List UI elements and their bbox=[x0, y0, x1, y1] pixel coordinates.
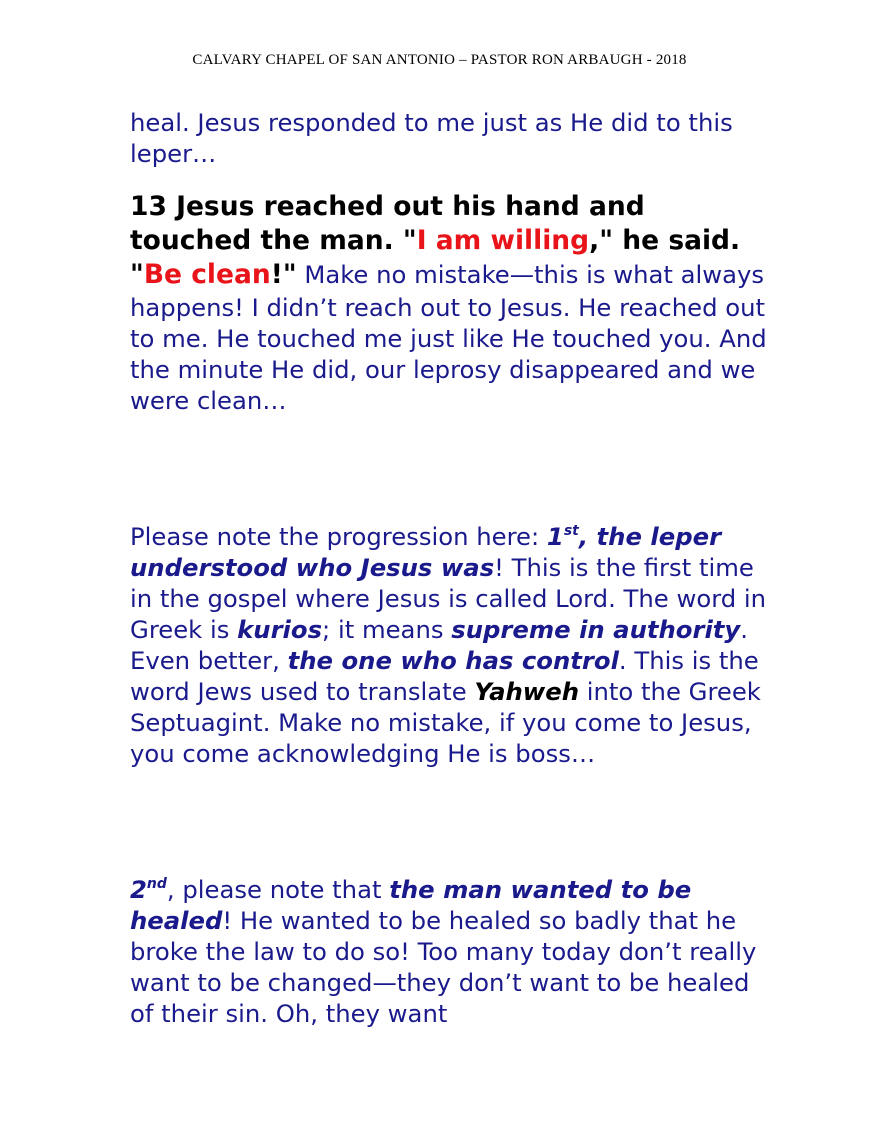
verse-text-mid: ," he said. " bbox=[130, 225, 741, 290]
emphasis-supreme-authority: supreme in authority bbox=[451, 615, 741, 644]
progression-lead: Please note the progression here: bbox=[130, 522, 547, 551]
emphasis-control: the one who has control bbox=[287, 646, 619, 675]
page-header: CALVARY CHAPEL OF SAN ANTONIO – PASTOR RON ARBAUGH - 2018 bbox=[192, 52, 687, 68]
verse-text-lead: 13 Jesus reached out his hand and touched the man. " bbox=[130, 191, 645, 256]
ordinal-first: 1st bbox=[546, 522, 579, 551]
verse-text-end: !" bbox=[270, 259, 297, 290]
paragraph-progression-first: Please note the progression here: 1st, the leper understood who Jesus was! This is the first time in the gospel where Jesus is called Lord. The word in Greek is kurios; it means supreme in authority. Even better, the one who has control. This is the word Jews used to translate Yahweh into the Greek Septuagint. Make no mistake, if you come to Jesus, you come acknowledging He is boss… bbox=[130, 522, 767, 768]
commentary-text: Make no mistake—this is what always happens! I didn’t reach out to Jesus. He reached out to me. He touched me just like He touched you. And the minute He did, our leprosy disappeared and we were clean… bbox=[130, 260, 767, 415]
emphasis-kurios: kurios bbox=[237, 615, 323, 644]
verse-quote-clean: Be clean bbox=[143, 259, 271, 290]
paragraph-progression-second: 2nd, please note that the man wanted to be healed! He wanted to be healed so badly that he broke the law to do so! Too many today don’t really want to be changed—they don’t want to be healed of their sin. Oh, they want bbox=[130, 875, 757, 1028]
verse-quote-willing: I am willing bbox=[416, 225, 590, 256]
ordinal-second: 2nd bbox=[130, 875, 167, 904]
paragraph-verse-13 bbox=[130, 190, 770, 416]
emphasis-yahweh: Yahweh bbox=[474, 677, 580, 706]
emphasis-wanted-healed: the man wanted to be healed bbox=[130, 875, 692, 935]
paragraph-continuation: heal. Jesus responded to me just as He did to this leper… bbox=[130, 108, 733, 168]
emphasis-leper-understood: , the leper understood who Jesus was bbox=[130, 522, 722, 582]
